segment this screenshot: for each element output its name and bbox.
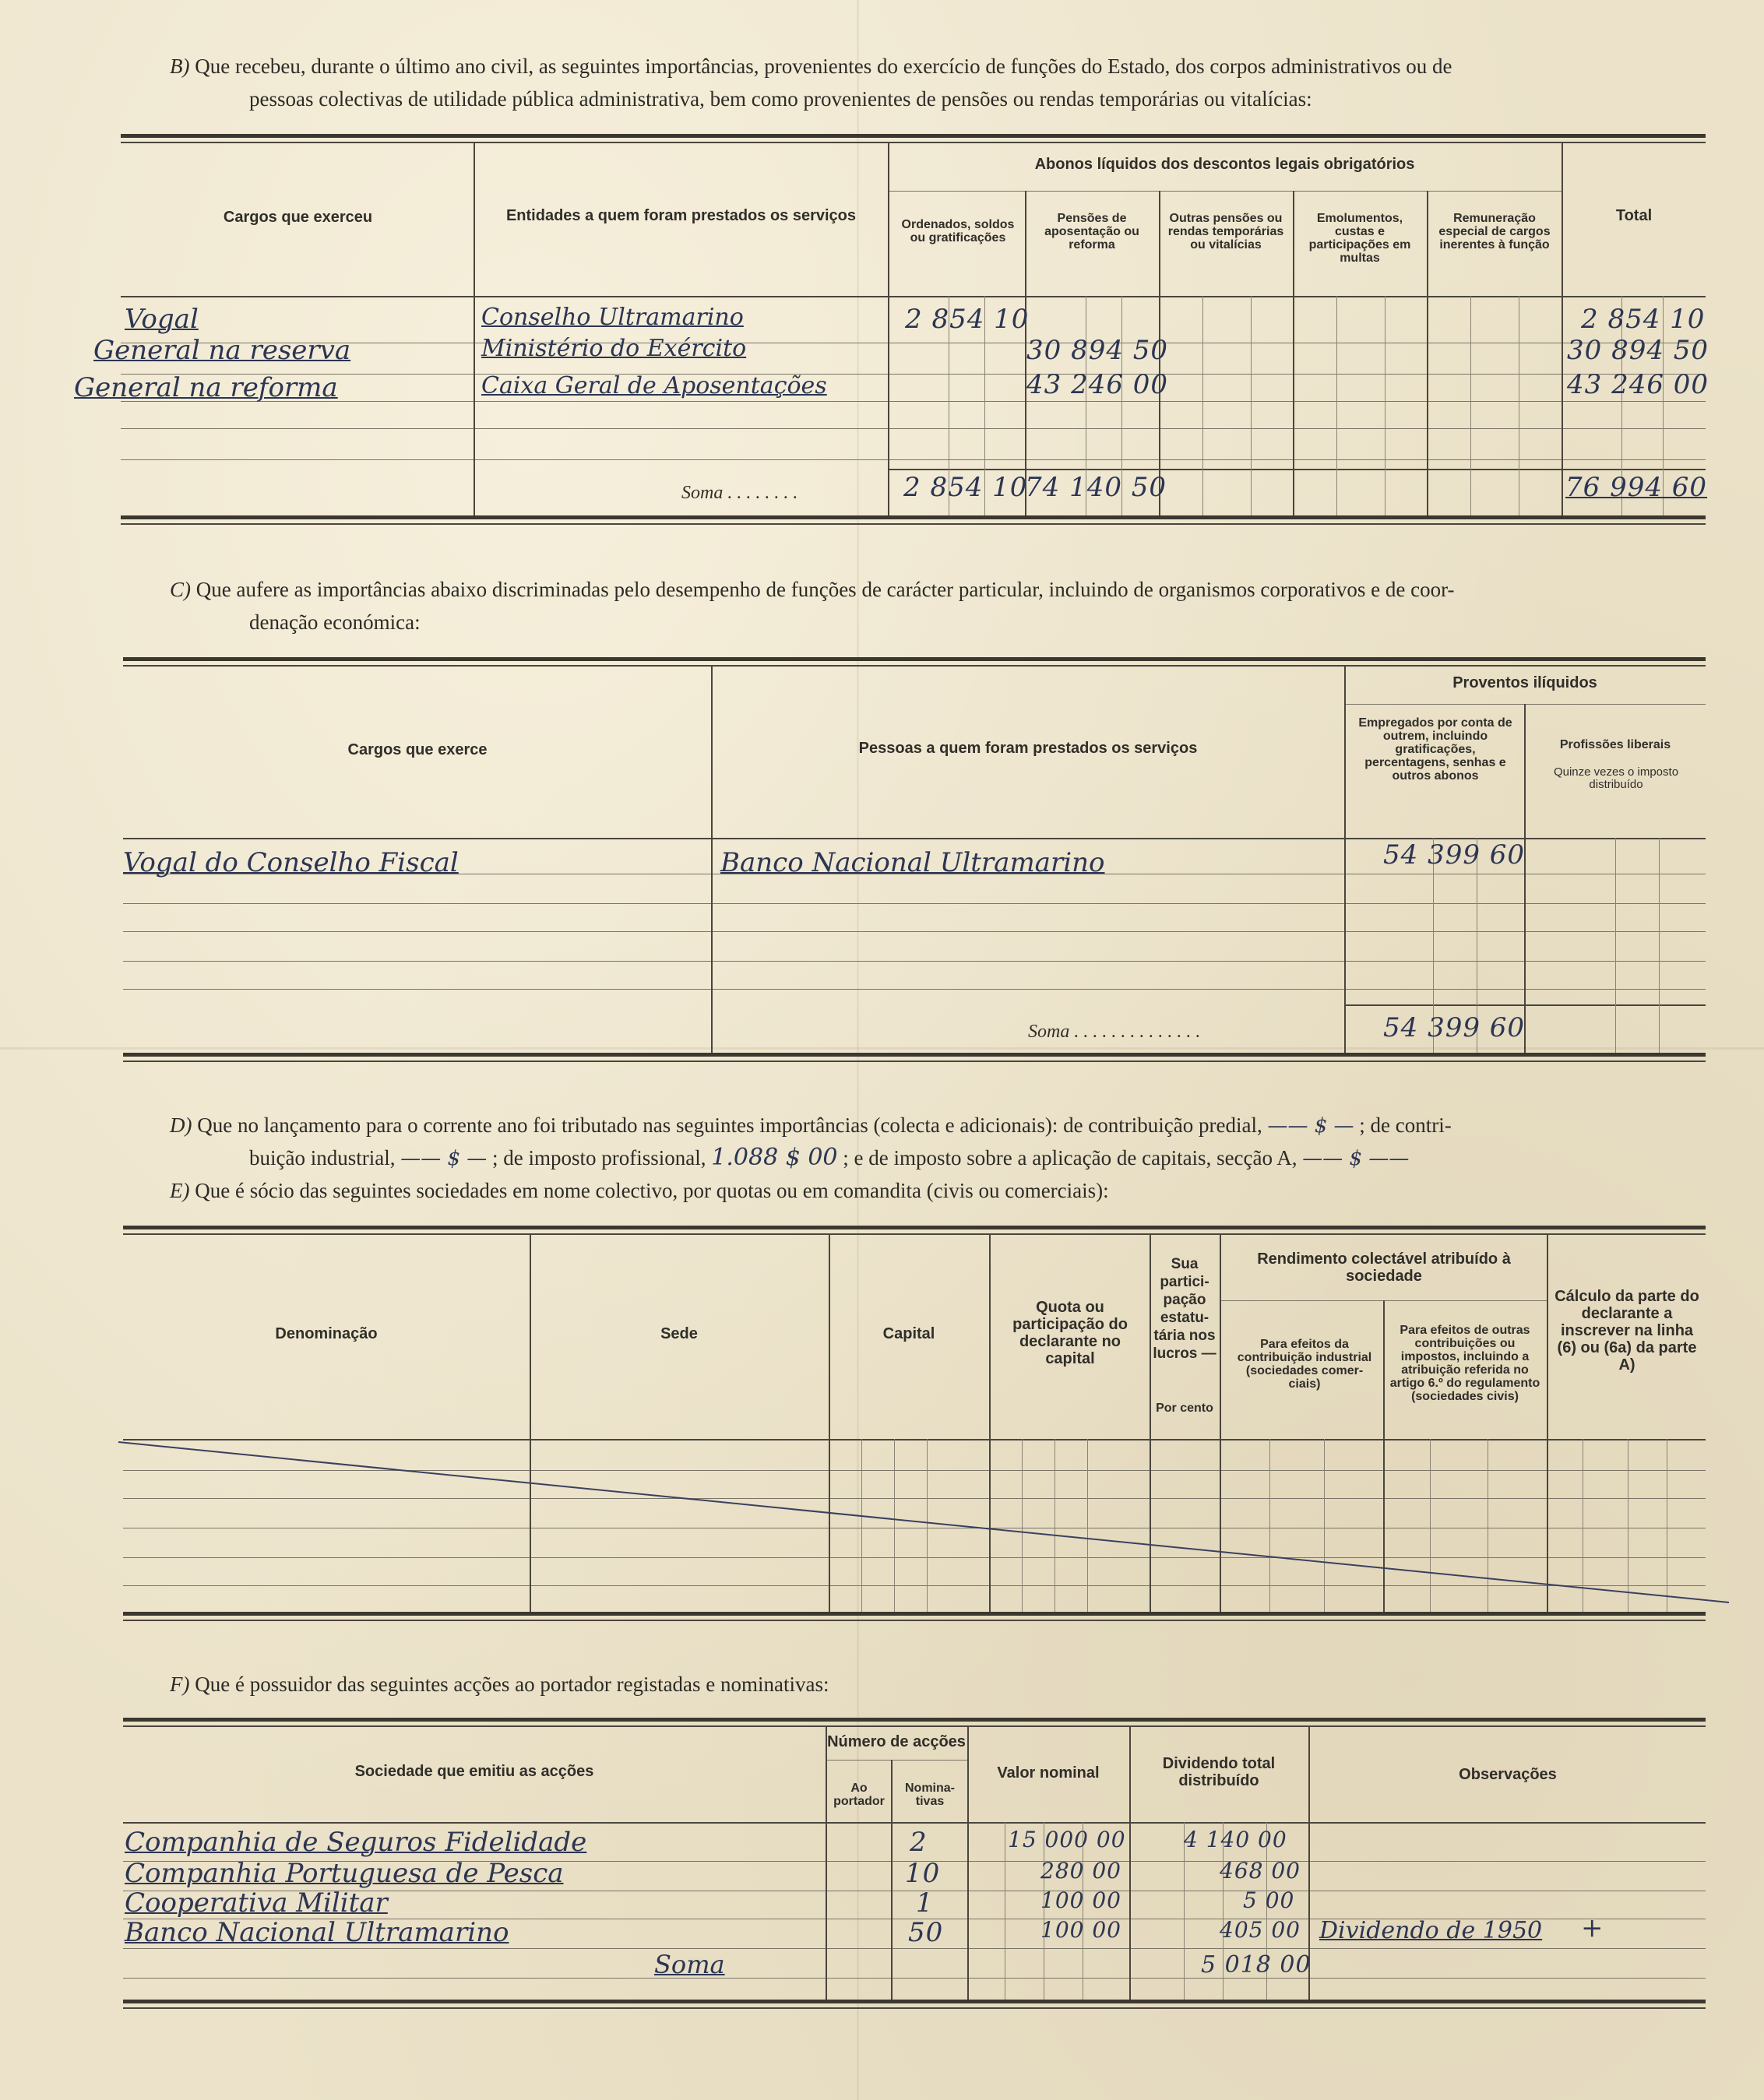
header-ao-portador: Ao portador	[833, 1782, 885, 1808]
ordenados-cell: 2 854 10	[905, 304, 1030, 335]
valor-cell: 280 00	[1040, 1858, 1121, 1884]
rule	[826, 1760, 967, 1761]
header-proventos: Proventos ilíquidos	[1452, 674, 1597, 691]
valor-cell: 54 399 60	[1383, 839, 1526, 871]
rule	[123, 2007, 1706, 2009]
entidade-cell: Ministério do Exército	[481, 335, 747, 362]
dividendo-cell: 4 140 00	[1184, 1827, 1287, 1852]
header-por-cento: Por cento	[1156, 1402, 1213, 1415]
header-entidades: Entidades a quem foram prestados os serviços	[505, 207, 857, 224]
header-empregados: Empregados por conta de outrem, incluindo gratificações, percentagens, senhas e outros abonos	[1358, 716, 1512, 783]
sociedade-cell: Cooperativa Militar	[125, 1887, 388, 1919]
header-numero: Número de acções	[827, 1733, 966, 1750]
observacoes-cell: Dividendo de 1950	[1319, 1917, 1543, 1944]
paragraph-line: ; de contri-	[1359, 1113, 1452, 1137]
section-letter: C)	[170, 578, 191, 601]
header-abonos: Abonos líquidos dos descontos legais obrigatórios	[1034, 156, 1415, 173]
cargo-cell: General na reforma	[74, 372, 338, 403]
header-pensoes: Pensões de aposentação ou reforma	[1044, 212, 1139, 252]
paragraph-line: Que é possuidor das seguintes acções ao portador registadas e nominativas:	[195, 1673, 829, 1696]
section-letter: B)	[170, 55, 190, 78]
entidade-cell: Conselho Ultramarino	[481, 304, 744, 331]
soma-ordenados: 2 854 10	[903, 472, 1028, 503]
valor-cell: 100 00	[1040, 1917, 1121, 1943]
rule	[123, 1725, 1706, 1727]
rule	[123, 1978, 1706, 1979]
dividendo-cell: 5 00	[1243, 1887, 1295, 1913]
nominativas-cell: 1	[916, 1887, 934, 1919]
header-profissoes: Profissões liberais	[1559, 738, 1671, 751]
header-capital: Capital	[882, 1325, 935, 1342]
header-cargos: Cargos que exerceu	[223, 209, 373, 226]
soma-label: Soma	[654, 1950, 725, 1979]
header-rendimento: Rendimento colectável atribuído à sociedade	[1257, 1251, 1511, 1285]
header-quota: Quota ou participação do declarante no capital	[1012, 1299, 1128, 1367]
cargo-cell: Vogal	[125, 304, 199, 335]
valor-cell: 15 000 00	[1008, 1827, 1126, 1852]
col-line	[1129, 1725, 1131, 2000]
col-line	[967, 1725, 969, 2000]
paragraph-line: ; de imposto profissional,	[492, 1146, 706, 1170]
header-outras: Outras pensões ou rendas temporárias ou vitalícias	[1167, 212, 1284, 252]
section-f-text	[170, 1668, 1712, 1701]
industrial-value: —— $ —	[400, 1147, 488, 1170]
header-denominacao: Denominação	[275, 1325, 378, 1342]
section-b-text2: pessoas colectivas de utilidade pública administrativa, bem como provenientes de pensões ou rendas temporárias ou vitalícias:	[249, 87, 1312, 111]
paragraph-line: ; e de imposto sobre a aplicação de capitais, secção A,	[843, 1146, 1297, 1170]
rule	[123, 2000, 1706, 2003]
nominativas-cell: 10	[905, 1858, 941, 1889]
sociedade-cell: Companhia Portuguesa de Pesca	[125, 1858, 564, 1889]
paragraph-line: Que recebeu, durante o último ano civil, as seguintes importâncias, provenientes do exercício de funções do Estado, dos corpos administrativos ou de	[195, 55, 1452, 78]
col-line	[891, 1760, 893, 2000]
nominativas-cell: 2	[910, 1827, 928, 1858]
header-calculo: Cálculo da parte do declarante a inscrever na linha (6) ou (6a) da parte A)	[1555, 1288, 1699, 1374]
dividendo-cell: 468 00	[1220, 1858, 1301, 1884]
cargo-cell: General na reserva	[93, 335, 351, 366]
section-letter: D)	[170, 1113, 192, 1137]
header-nominativas: Nomina- tivas	[905, 1782, 955, 1808]
soma-pensoes: 74 140 50	[1025, 472, 1167, 503]
sociedade-cell: Companhia de Seguros Fidelidade	[125, 1827, 587, 1858]
dividendo-cell: 405 00	[1220, 1917, 1301, 1943]
header-ordenados: Ordenados, soldos ou gratificações	[901, 218, 1015, 244]
rule	[123, 1948, 1706, 1949]
total-cell: 30 894 50	[1567, 335, 1709, 366]
paragraph-line: Que no lançamento para o corrente ano foi tributado nas seguintes importâncias (colecta e adicionais): de contribuição predial,	[197, 1113, 1262, 1137]
header-total: Total	[1615, 207, 1653, 224]
cargo-cell: Vogal do Conselho Fiscal	[123, 847, 459, 878]
entidade-cell: Caixa Geral de Aposentações	[481, 372, 827, 399]
total-cell: 43 246 00	[1567, 369, 1709, 400]
header-efeitos-outras: Para efeitos de outras contribuições ou impostos, incluindo a atribuição referida no artigo 6.º do regulamento (sociedades civis)	[1389, 1324, 1540, 1403]
header-dividendo: Dividendo total distribuído	[1162, 1755, 1276, 1789]
profissional-value: 1.088 $ 00	[711, 1144, 838, 1171]
soma-total: 76 994 60	[1565, 472, 1708, 503]
paragraph-line: buição industrial,	[249, 1146, 396, 1170]
soma-label: Soma . . . . . . . .	[681, 483, 798, 503]
header-cargos-exerce: Cargos que exerce	[347, 741, 488, 758]
capitais-value: —— $ ——	[1302, 1147, 1410, 1170]
header-sede: Sede	[660, 1325, 698, 1342]
header-valor-nominal: Valor nominal	[997, 1764, 1100, 1782]
rule	[123, 1822, 1706, 1824]
soma-valor: 54 399 60	[1383, 1012, 1526, 1043]
section-letter: E)	[170, 1179, 190, 1202]
paragraph-line: Que é sócio das seguintes sociedades em nome colectivo, por quotas ou em comandita (civis ou comerciais):	[195, 1179, 1109, 1202]
section-letter: F)	[170, 1673, 190, 1696]
pessoa-cell: Banco Nacional Ultramarino	[720, 847, 1105, 878]
pensoes-cell: 30 894 50	[1026, 335, 1169, 366]
soma-label: Soma . . . . . . . . . . . . . .	[1028, 1022, 1201, 1042]
header-observacoes: Observações	[1459, 1766, 1557, 1783]
header-remuneracao: Remuneração especial de cargos inerentes à função	[1438, 212, 1551, 252]
header-efeitos-industrial: Para efeitos da contribuição industrial (sociedades comer- ciais)	[1237, 1338, 1372, 1391]
rule	[123, 1718, 1706, 1722]
nominativas-cell: 50	[908, 1917, 944, 1948]
sociedade-cell: Banco Nacional Ultramarino	[125, 1917, 509, 1948]
total-cell: 2 854 10	[1581, 304, 1706, 335]
header-sociedade: Sociedade que emitiu as acções	[354, 1763, 594, 1780]
predial-value: —— $ —	[1267, 1114, 1354, 1138]
valor-cell: 100 00	[1040, 1887, 1121, 1913]
col-line	[826, 1725, 827, 2000]
header-pessoas: Pessoas a quem foram prestados os serviços	[858, 740, 1198, 757]
header-participacao: Sua partici- pação estatu- tária nos lucros —	[1153, 1256, 1216, 1362]
soma-dividendo: 5 018 00	[1201, 1951, 1312, 1979]
section-c-text2: denação económica:	[249, 610, 421, 634]
header-emolumentos: Emolumentos, custas e participações em multas	[1308, 212, 1411, 265]
header-profissoes-sub: Quinze vezes o imposto distribuído	[1553, 765, 1679, 791]
cross-mark-icon: +	[1581, 1912, 1604, 1943]
pensoes-cell: 43 246 00	[1026, 369, 1169, 400]
paragraph-line: Que aufere as importâncias abaixo discriminadas pelo desempenho de funções de carácter particular, incluindo de organismos corporativos e de coor-	[195, 578, 1455, 601]
